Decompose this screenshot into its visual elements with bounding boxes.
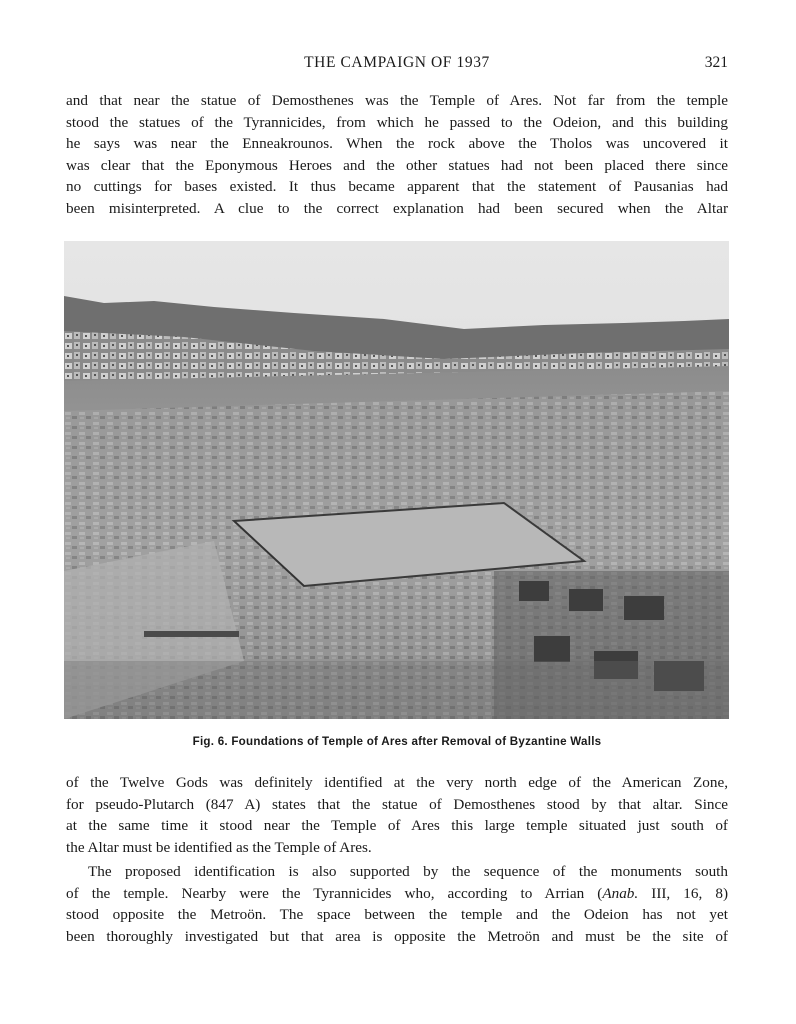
- running-title: THE CAMPAIGN OF 1937: [304, 54, 490, 71]
- excavation-photograph: [64, 241, 729, 719]
- paragraph-2: [66, 772, 728, 858]
- photo-wooden-bridge: [144, 631, 239, 637]
- paragraph-2-line: for pseudo-Plutarch (847 A) states that the statue of Demosthenes stood by that altar. Since: [66, 795, 728, 813]
- paragraph-1-line: he says was near the Enneakrounos. When the rock above the Tholos was uncovered it: [66, 135, 728, 153]
- paragraph-2-line: the Altar must be identified as the Temple of Ares.: [66, 838, 372, 856]
- page-number: 321: [704, 54, 728, 71]
- figure-caption: Fig. 6. Foundations of Temple of Ares after Removal of Byzantine Walls: [192, 735, 602, 748]
- citation-italic: Anab.: [602, 884, 639, 902]
- paragraph-3-text: III, 16, 8): [638, 884, 729, 902]
- paragraph-1-line: no cuttings for bases existed. It thus became apparent that the statement of Pausanias had: [66, 178, 728, 196]
- paragraph-3-line: [66, 883, 728, 905]
- paragraph-1-line: and that near the statue of Demosthenes was the Temple of Ares. Not far from the temple: [66, 92, 728, 109]
- paragraph-3: [66, 861, 728, 947]
- paragraph-1: [66, 90, 728, 220]
- paragraph-1-line: was clear that the Eponymous Heroes and the other statues had not been placed there since: [66, 156, 728, 174]
- paragraph-1-line: been misinterpreted. A clue to the correct explanation had been secured when the Altar: [66, 199, 728, 217]
- paragraph-2-line: at the same time it stood near the Temple of Ares this large temple situated just south of: [66, 817, 728, 835]
- paragraph-1-line: stood the statues of the Tyrannicides, from which he passed to the Odeion, and this building: [66, 113, 728, 131]
- paragraph-3-line: The proposed identification is also supported by the sequence of the monuments south: [88, 863, 728, 880]
- paragraph-3-line: been thoroughly investigated but that area is opposite the Metroön and must be the site of: [66, 927, 728, 945]
- paragraph-2-line: of the Twelve Gods was definitely identified at the very north edge of the American Zone,: [66, 774, 728, 791]
- paragraph-3-line: stood opposite the Metroön. The space between the temple and the Odeion has not yet: [66, 906, 728, 924]
- paragraph-3-text: of the temple. Nearby were the Tyrannicides who, according to Arrian (: [66, 884, 603, 902]
- page-header: [66, 54, 728, 76]
